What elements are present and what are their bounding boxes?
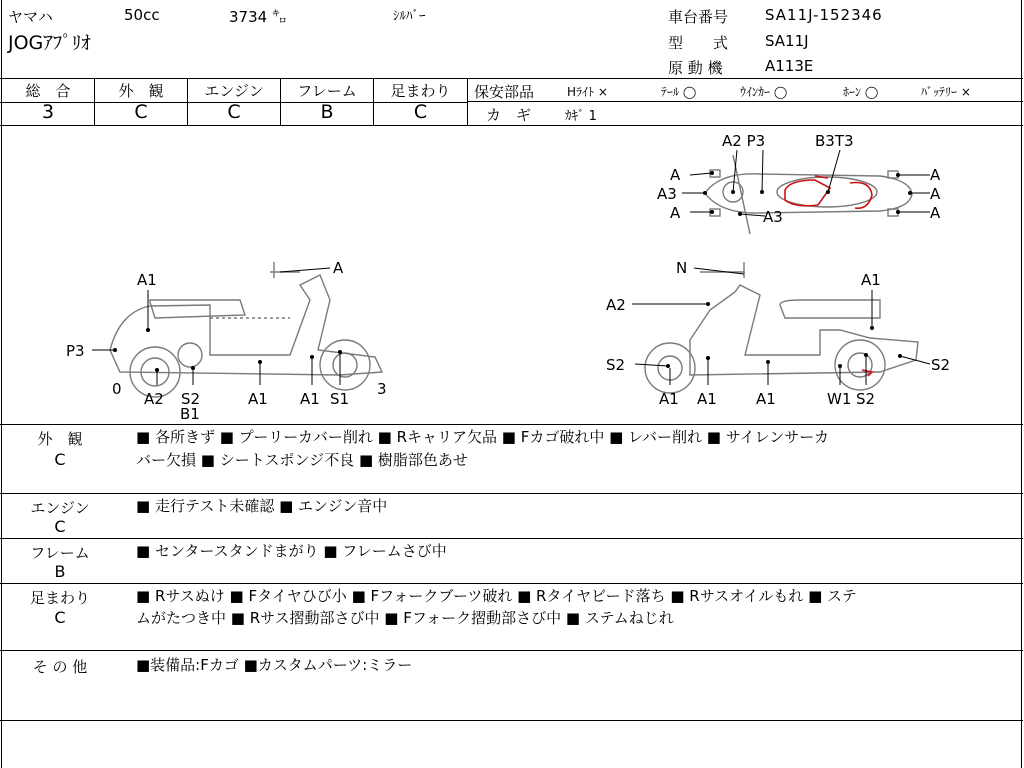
grade-value-frame: B (320, 101, 334, 123)
type-label: 型 式 (668, 34, 729, 52)
engine-label: 原 動 機 (668, 59, 723, 77)
diag-label: A1 (659, 390, 679, 408)
diag-label: A1 (137, 271, 157, 289)
remark-title-exterior: 外 観 (37, 430, 83, 448)
diag-label: A1 (861, 271, 881, 289)
diag-label: B3T3 (815, 132, 854, 150)
remark-title-other: そ の 他 (32, 658, 88, 676)
diag-label: A1 (756, 390, 776, 408)
safety-battery: ﾊﾞｯﾃﾘｰ × (921, 85, 971, 99)
diag-label: N (676, 259, 688, 277)
diag-label: P3 (66, 342, 85, 360)
diag-label: A (333, 259, 344, 277)
key-value: ｶｷﾞ 1 (565, 109, 597, 124)
engine-value: A113E (765, 57, 814, 75)
diag-label: A (930, 185, 941, 203)
grade-label-engine: エンジン (204, 82, 264, 100)
diag-label: 0 (112, 380, 122, 398)
remark-text-engine: ■ 走行テスト未確認 ■ エンジン音中 (136, 497, 388, 515)
grade-label-frame: フレーム (297, 82, 357, 100)
model-name: JOGｱﾌﾟﾘｵ (8, 32, 91, 54)
safety-winker: ｳｲﾝｶｰ ◯ (740, 85, 788, 99)
grade-value-suspension: C (413, 101, 428, 123)
remark-title-frame: フレーム (30, 544, 90, 562)
remark-text-other: ■装備品:Fカゴ ■カスタムパーツ:ミラー (136, 656, 413, 674)
diag-label: A (930, 166, 941, 184)
diag-label: S2 (181, 390, 201, 408)
diag-label: A (670, 166, 681, 184)
diag-label: A2 (144, 390, 164, 408)
maker: ヤマハ (8, 8, 53, 26)
diag-label: S1 (330, 390, 350, 408)
key-label: カ ギ (486, 106, 532, 124)
diag-label: A (670, 204, 681, 222)
remark-text-frame: ■ センタースタンドまがり ■ フレームさび中 (136, 542, 447, 560)
frame-no-label: 車台番号 (668, 8, 729, 26)
diag-label: S2 (606, 356, 626, 374)
diag-label: A2 (606, 296, 626, 314)
diag-label: A3 (657, 185, 677, 203)
remark-text-suspension: ■ Rサスぬけ ■ Fタイヤひび小 ■ Fフォークブーツ破れ ■ Rタイヤビード落ち ■ Rサスオイルもれ ■ ステ (136, 587, 857, 605)
remark-grade-engine: C (54, 517, 66, 536)
remark-grade-frame: B (54, 562, 66, 581)
diag-label: S2 (931, 356, 951, 374)
grade-label-total: 総 合 (25, 82, 71, 100)
diag-label: W1 (827, 390, 852, 408)
frame-no: SA11J-152346 (765, 6, 883, 24)
grade-label-exterior: 外 観 (118, 82, 164, 100)
diag-label: A1 (248, 390, 268, 408)
remark-text-suspension-2: ムがたつき中 ■ Rサス摺動部さび中 ■ Fフォーク摺動部さび中 ■ ステムねじれ (136, 609, 674, 627)
diag-label: A2 P3 (722, 132, 766, 150)
safety-tail: ﾃｰﾙ ◯ (661, 85, 697, 99)
safety-label: 保安部品 (474, 83, 535, 101)
diag-label: 3 (377, 380, 387, 398)
diag-label: A1 (697, 390, 717, 408)
mileage: 3734 ㌔ (229, 8, 287, 26)
remark-text-exterior: ■ 各所きず ■ プーリーカバー削れ ■ Rキャリア欠品 ■ Fカゴ破れ中 ■ レバー削れ ■ サイレンサーカ (136, 428, 830, 446)
color: ｼﾙﾊﾞｰ (393, 9, 426, 24)
grade-value-total: 3 (41, 101, 55, 123)
safety-horn: ﾎｰﾝ ◯ (843, 85, 879, 99)
remark-title-suspension: 足まわり (29, 589, 90, 607)
remark-text-exterior-2: バー欠損 ■ シートスポンジ不良 ■ 樹脂部色あせ (136, 451, 468, 469)
diag-label: S2 (856, 390, 876, 408)
diag-label: A (930, 204, 941, 222)
remark-title-engine: エンジン (30, 499, 90, 517)
displacement: 50cc (124, 6, 160, 24)
remark-grade-suspension: C (54, 608, 66, 627)
grade-label-suspension: 足まわり (390, 82, 451, 100)
remark-grade-exterior: C (54, 450, 66, 469)
diag-label: A1 (300, 390, 320, 408)
grade-value-exterior: C (134, 101, 148, 123)
type-value: SA11J (765, 32, 809, 50)
safety-headlight: Hﾗｲﾄ × (567, 85, 608, 99)
diag-label: A3 (763, 208, 783, 226)
diag-label: B1 (180, 405, 200, 423)
grade-value-engine: C (227, 101, 241, 123)
